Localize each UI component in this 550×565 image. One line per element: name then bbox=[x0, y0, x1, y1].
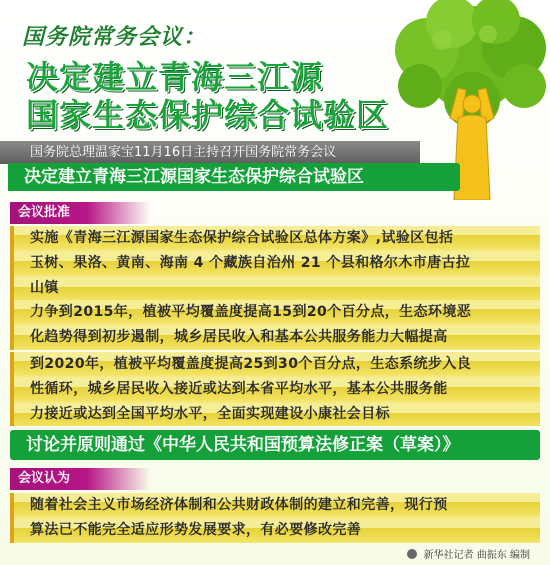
credit-text: 新华社记者 曲振东 编制 bbox=[423, 550, 530, 561]
paragraph-4-line-1: 随着社会主义市场经济体制和公共财政体制的建立和完善，现行预 bbox=[30, 497, 448, 513]
paragraph-3 bbox=[30, 352, 530, 427]
headline-line-2: 国家生态保护综合试验区 bbox=[26, 96, 390, 134]
topic-bar: 决定建立青海三江源国家生态保护综合试验区 bbox=[8, 163, 460, 191]
paragraph-2-line-2: 化趋势得到初步遏制，城乡居民收入和基本公共服务能力大幅提高 bbox=[30, 329, 448, 345]
paragraph-1-line-3: 山镇 bbox=[30, 280, 59, 296]
paragraph-4-line-2: 算法已不能完全适应形势发展要求，有必要修改完善 bbox=[30, 522, 362, 538]
xinhua-logo-icon bbox=[407, 549, 417, 559]
paragraph-3-line-1: 到2020年，植被平均覆盖度提高25到30个百分点，生态系统步入良 bbox=[30, 356, 472, 372]
paragraph-1-line-1: 实施《青海三江源国家生态保护综合试验区总体方案》,试验区包括 bbox=[30, 230, 454, 246]
paragraph-3-line-2: 性循环，城乡居民收入接近或达到本省平均水平，基本公共服务能 bbox=[30, 381, 448, 397]
paragraph-1-line-2: 玉树、果洛、黄南、海南 4 个藏族自治州 21 个县和格尔木市唐古拉 bbox=[30, 255, 471, 271]
headline-line-1: 决定建立青海三江源 bbox=[26, 58, 324, 96]
discussion-bar: 讨论并原则通过《中华人民共和国预算法修正案（草案）》 bbox=[10, 430, 540, 460]
headline bbox=[26, 58, 389, 134]
paragraph-2-line-1: 力争到2015年，植被平均覆盖度提高15到20个百分点，生态环境恶 bbox=[30, 304, 472, 320]
kicker-title: 国务院常务会议： bbox=[22, 25, 207, 50]
paragraph-1 bbox=[30, 226, 530, 301]
paragraph-2 bbox=[30, 300, 530, 350]
paragraph-3-line-3: 力接近或达到全国平均水平，全面实现建设小康社会目标 bbox=[30, 406, 390, 422]
section-tab-opinion: 会议认为 bbox=[10, 468, 150, 490]
paragraph-4 bbox=[30, 493, 530, 543]
credit-line bbox=[407, 546, 530, 561]
meeting-info-bar: 国务院总理温家宝11月16日主持召开国务院常务会议 bbox=[0, 141, 420, 164]
section-tab-approval: 会议批准 bbox=[10, 202, 150, 224]
